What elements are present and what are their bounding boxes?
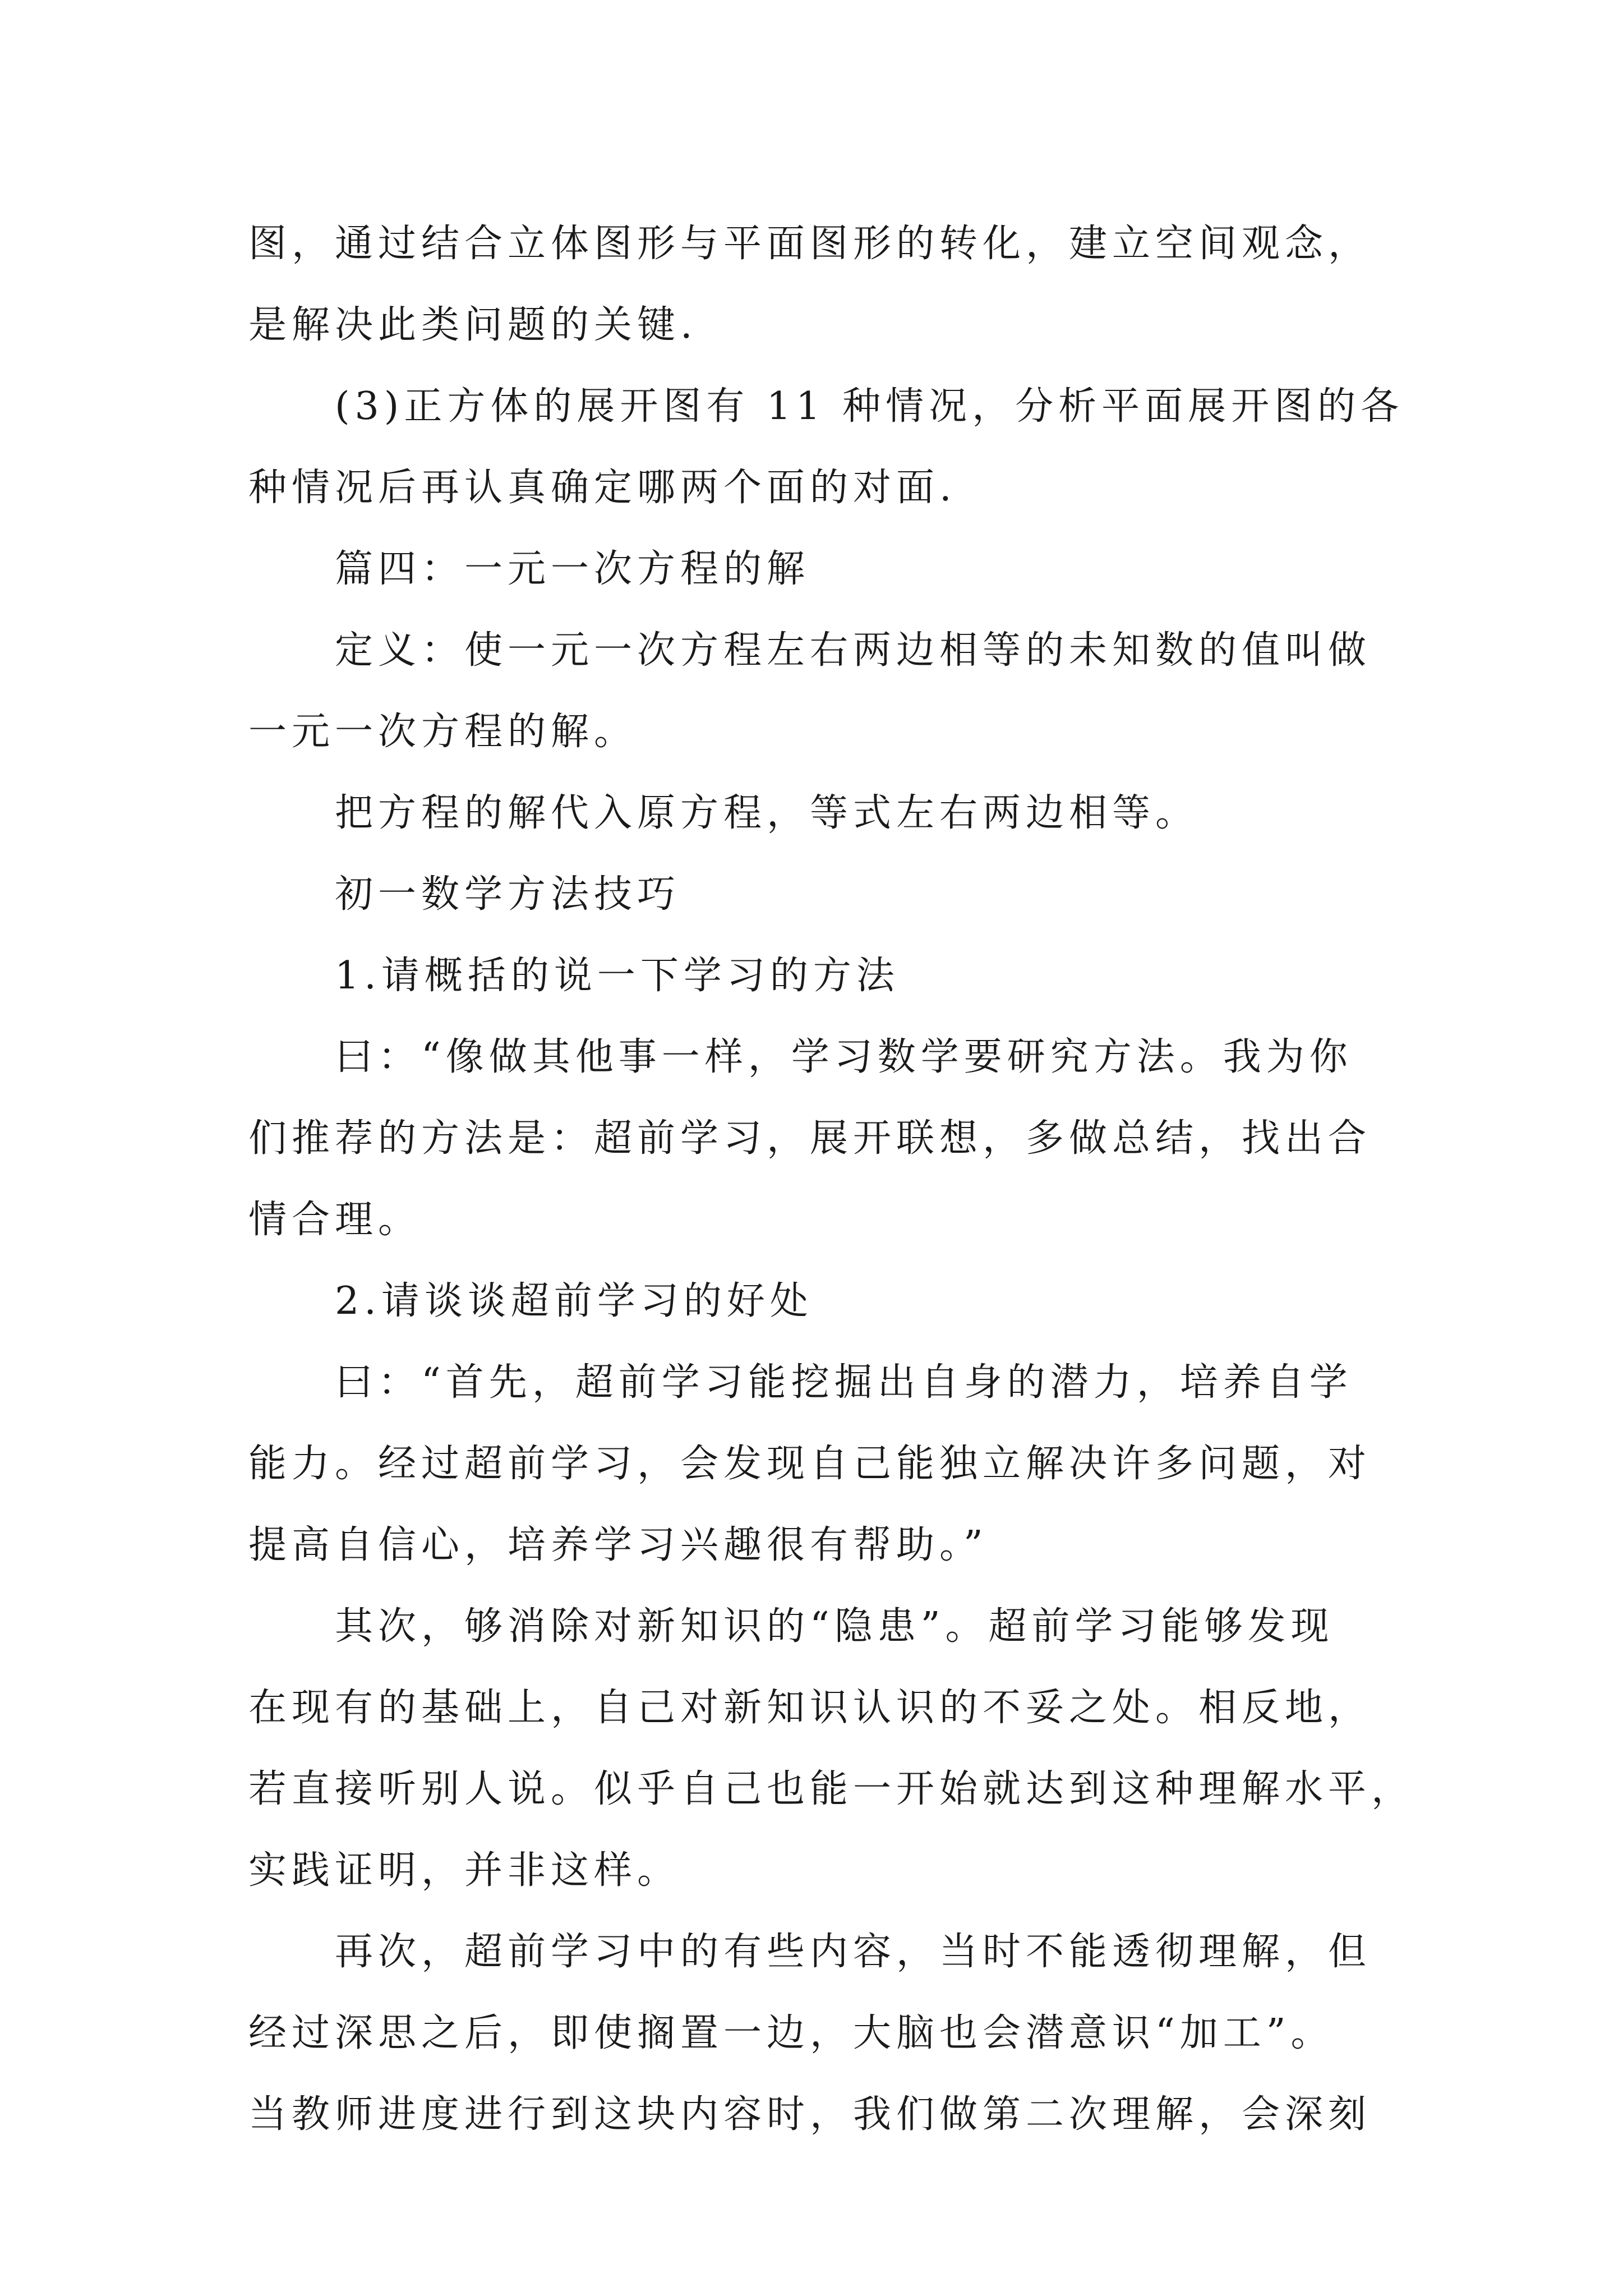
text-line-7: 一元一次方程的解。	[248, 710, 638, 754]
text-line-24: 当教师进度进行到这块内容时，我们做第二次理解，会深刻	[248, 2092, 1372, 2137]
text-line-8: 把方程的解代入原方程，等式左右两边相等。	[335, 791, 1199, 835]
text-line-19: 在现有的基础上，自己对新知识认识的不妥之处。相反地，	[248, 1686, 1372, 1730]
text-line-2: 是解决此类问题的关键.	[248, 303, 698, 347]
text-line-6: 定义：使一元一次方程左右两边相等的未知数的值叫做	[335, 628, 1372, 673]
question-2: 2.请谈谈超前学习的好处	[335, 1279, 813, 1323]
text-line-11: 曰：“像做其他事一样，学习数学要研究方法。我为你	[335, 1035, 1353, 1079]
text-line-23: 经过深思之后，即使搁置一边，大脑也会潜意识“加工”。	[248, 2011, 1334, 2055]
text-line-1: 图，通过结合立体图形与平面图形的转化，建立空间观念，	[248, 222, 1372, 266]
text-line-12: 们推荐的方法是：超前学习，展开联想，多做总结，找出合	[248, 1116, 1372, 1161]
text-line-17: 提高自信心，培养学习兴趣很有帮助。”	[248, 1523, 988, 1567]
question-1: 1.请概括的说一下学习的方法	[335, 954, 900, 998]
text-line-20: 若直接听别人说。似乎自己也能一开始就达到这种理解水平，	[248, 1767, 1415, 1811]
text-line-16: 能力。经过超前学习，会发现自己能独立解决许多问题，对	[248, 1442, 1372, 1486]
text-line-18: 其次，够消除对新知识的“隐患”。超前学习能够发现	[335, 1604, 1334, 1649]
text-line-3: (3)正方体的展开图有 11 种情况，分析平面展开图的各	[335, 384, 1404, 429]
text-line-21: 实践证明，并非这样。	[248, 1848, 681, 1893]
section-heading: 篇四：一元一次方程的解	[335, 547, 810, 591]
text-line-13: 情合理。	[248, 1198, 422, 1242]
subsection-heading: 初一数学方法技巧	[335, 872, 681, 917]
text-line-4: 种情况后再认真确定哪两个面的对面.	[248, 466, 957, 510]
document-body	[248, 203, 1415, 2155]
text-line-22: 再次，超前学习中的有些内容，当时不能透彻理解，但	[335, 1930, 1372, 1974]
text-line-15: 曰：“首先，超前学习能挖掘出自身的潜力，培养自学	[335, 1360, 1353, 1405]
